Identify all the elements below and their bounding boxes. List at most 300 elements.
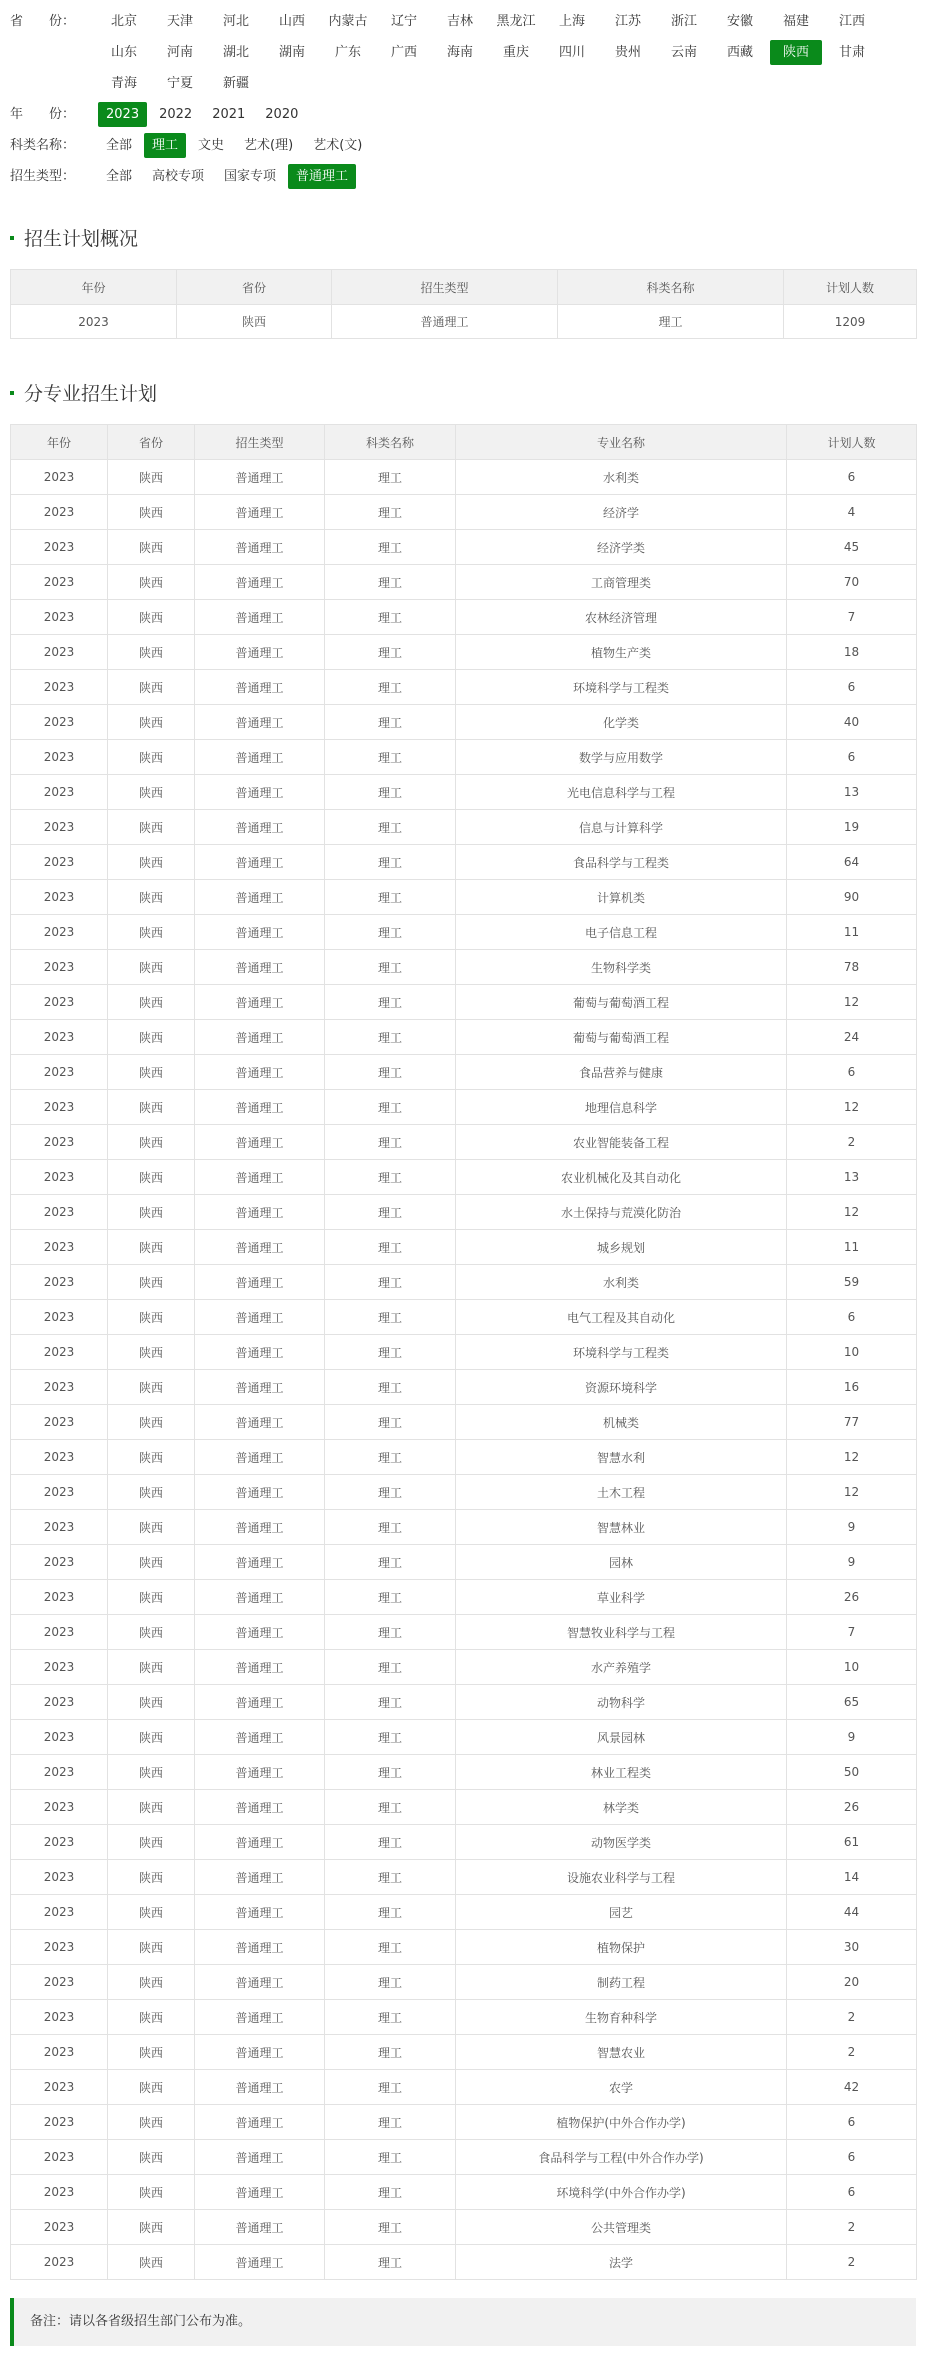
table-cell: 经济学类 (456, 530, 787, 565)
table-cell: 电气工程及其自动化 (456, 1300, 787, 1335)
table-cell: 理工 (325, 1160, 456, 1195)
table-cell: 陕西 (108, 1475, 195, 1510)
table-cell: 2023 (11, 495, 108, 530)
table-header-row (11, 425, 917, 460)
table-cell: 食品科学与工程(中外合作办学) (456, 2140, 787, 2175)
table-row (11, 530, 917, 565)
table-cell: 11 (787, 915, 917, 950)
overview-table (10, 269, 917, 339)
type-filter-row (10, 161, 923, 192)
table-cell: 2023 (11, 1020, 108, 1055)
table-cell: 普通理工 (195, 2175, 325, 2210)
subject-option[interactable]: 全部 (106, 138, 133, 153)
table-row (11, 1615, 917, 1650)
table-cell: 普通理工 (195, 950, 325, 985)
table-cell: 普通理工 (195, 1230, 325, 1265)
province-option[interactable]: 北京 (110, 14, 137, 29)
table-cell: 6 (787, 670, 917, 705)
table-cell: 2023 (11, 1335, 108, 1370)
year-option[interactable]: 2020 (265, 107, 299, 122)
province-option[interactable]: 宁夏 (166, 76, 193, 91)
table-cell: 理工 (325, 1195, 456, 1230)
table-cell: 理工 (325, 1055, 456, 1090)
table-cell: 2023 (11, 2070, 108, 2105)
table-cell: 2023 (11, 600, 108, 635)
table-cell: 葡萄与葡萄酒工程 (456, 985, 787, 1020)
table-cell: 陕西 (108, 1160, 195, 1195)
province-option[interactable]: 云南 (670, 45, 697, 60)
table-cell: 水利类 (456, 460, 787, 495)
table-cell: 2023 (11, 950, 108, 985)
column-header: 科类名称 (558, 270, 784, 305)
province-option[interactable]: 福建 (782, 14, 809, 29)
table-cell: 理工 (325, 530, 456, 565)
table-cell: 植物保护 (456, 1930, 787, 1965)
table-cell: 2 (787, 2000, 917, 2035)
table-cell: 陕西 (108, 1720, 195, 1755)
province-option[interactable]: 内蒙古 (328, 14, 368, 29)
table-cell: 普通理工 (195, 985, 325, 1020)
table-cell: 普通理工 (195, 1090, 325, 1125)
subject-option[interactable]: 艺术(文) (313, 138, 363, 153)
table-cell: 64 (787, 845, 917, 880)
table-cell: 7 (787, 600, 917, 635)
table-cell: 陕西 (108, 775, 195, 810)
table-cell: 普通理工 (195, 1055, 325, 1090)
column-header: 年份 (11, 270, 177, 305)
table-cell: 经济学 (456, 495, 787, 530)
table-row (11, 1930, 917, 1965)
year-option[interactable]: 2023 (98, 102, 147, 127)
table-row (11, 810, 917, 845)
table-cell: 陕西 (108, 1860, 195, 1895)
table-cell: 陕西 (108, 1685, 195, 1720)
table-cell: 陕西 (108, 2070, 195, 2105)
province-option[interactable]: 湖南 (278, 45, 305, 60)
table-cell: 陕西 (108, 1755, 195, 1790)
table-cell: 普通理工 (195, 1475, 325, 1510)
table-cell: 12 (787, 1475, 917, 1510)
table-cell: 普通理工 (195, 460, 325, 495)
table-cell: 2023 (11, 1720, 108, 1755)
province-option[interactable]: 西藏 (726, 45, 753, 60)
overview-title-text: 招生计划概况 (24, 228, 139, 250)
table-cell: 2023 (11, 1195, 108, 1230)
table-cell: 普通理工 (195, 1755, 325, 1790)
table-cell: 陕西 (108, 670, 195, 705)
column-header: 省份 (108, 425, 195, 460)
table-cell: 陕西 (108, 600, 195, 635)
table-cell: 普通理工 (195, 1895, 325, 1930)
table-cell: 工商管理类 (456, 565, 787, 600)
table-cell: 化学类 (456, 705, 787, 740)
table-row (11, 1160, 917, 1195)
table-cell: 普通理工 (195, 670, 325, 705)
table-cell: 普通理工 (195, 1580, 325, 1615)
table-cell: 普通理工 (195, 845, 325, 880)
table-cell: 18 (787, 635, 917, 670)
table-cell: 陕西 (108, 2140, 195, 2175)
table-row (11, 600, 917, 635)
table-cell: 普通理工 (195, 1300, 325, 1335)
province-option[interactable]: 江苏 (614, 14, 641, 29)
table-cell: 普通理工 (195, 1860, 325, 1895)
table-row (11, 915, 917, 950)
province-option[interactable]: 上海 (558, 14, 585, 29)
table-cell: 2023 (11, 1440, 108, 1475)
overview-section-title (10, 224, 933, 251)
province-option[interactable]: 广东 (334, 45, 361, 60)
table-row (11, 565, 917, 600)
province-option[interactable]: 辽宁 (390, 14, 417, 29)
province-option[interactable]: 黑龙江 (496, 14, 536, 29)
table-row (11, 1825, 917, 1860)
table-cell: 2023 (11, 845, 108, 880)
province-option[interactable]: 湖北 (222, 45, 249, 60)
table-cell: 理工 (325, 1895, 456, 1930)
table-cell: 普通理工 (195, 2105, 325, 2140)
table-cell: 77 (787, 1405, 917, 1440)
table-cell: 理工 (325, 1510, 456, 1545)
table-cell: 11 (787, 1230, 917, 1265)
table-cell: 2023 (11, 1230, 108, 1265)
table-cell: 理工 (325, 2035, 456, 2070)
table-cell: 陕西 (108, 2210, 195, 2245)
table-row (11, 2140, 917, 2175)
table-cell: 陕西 (108, 1090, 195, 1125)
column-header: 年份 (11, 425, 108, 460)
table-cell: 理工 (325, 2105, 456, 2140)
column-header: 招生类型 (195, 425, 325, 460)
table-cell: 78 (787, 950, 917, 985)
table-cell: 林学类 (456, 1790, 787, 1825)
table-cell: 普通理工 (195, 1825, 325, 1860)
table-row (11, 1510, 917, 1545)
table-row (11, 670, 917, 705)
table-cell: 2023 (11, 1685, 108, 1720)
table-cell: 理工 (325, 1335, 456, 1370)
table-cell: 普通理工 (195, 530, 325, 565)
table-cell: 理工 (325, 635, 456, 670)
column-header: 招生类型 (332, 270, 558, 305)
table-cell: 6 (787, 1300, 917, 1335)
table-row (11, 2210, 917, 2245)
table-cell: 普通理工 (195, 1335, 325, 1370)
table-cell: 风景园林 (456, 1720, 787, 1755)
column-header: 计划人数 (787, 425, 917, 460)
table-cell: 普通理工 (195, 2210, 325, 2245)
table-cell: 资源环境科学 (456, 1370, 787, 1405)
table-cell: 2023 (11, 880, 108, 915)
bullet-icon (10, 391, 14, 395)
table-cell: 2023 (11, 1265, 108, 1300)
table-cell: 计算机类 (456, 880, 787, 915)
subject-option[interactable]: 理工 (144, 133, 186, 158)
table-cell: 理工 (325, 1615, 456, 1650)
table-cell: 水土保持与荒漠化防治 (456, 1195, 787, 1230)
province-option[interactable]: 河南 (166, 45, 193, 60)
table-row (11, 705, 917, 740)
table-cell: 理工 (325, 2210, 456, 2245)
table-cell: 7 (787, 1615, 917, 1650)
table-cell: 4 (787, 495, 917, 530)
table-cell: 理工 (325, 1475, 456, 1510)
table-row (11, 1755, 917, 1790)
table-row (11, 2000, 917, 2035)
province-option[interactable]: 陕西 (770, 40, 822, 65)
table-cell: 电子信息工程 (456, 915, 787, 950)
type-options (96, 161, 918, 192)
table-cell: 26 (787, 1790, 917, 1825)
table-cell: 2023 (11, 305, 177, 339)
province-option[interactable]: 浙江 (670, 14, 697, 29)
year-option[interactable]: 2021 (212, 107, 246, 122)
table-cell: 2023 (11, 1790, 108, 1825)
table-cell: 70 (787, 565, 917, 600)
table-cell: 智慧林业 (456, 1510, 787, 1545)
table-cell: 理工 (325, 1370, 456, 1405)
table-cell: 陕西 (108, 1020, 195, 1055)
table-row (11, 2035, 917, 2070)
table-cell: 理工 (325, 495, 456, 530)
table-cell: 环境科学(中外合作办学) (456, 2175, 787, 2210)
table-cell: 陕西 (108, 1790, 195, 1825)
table-cell: 陕西 (108, 845, 195, 880)
table-row (11, 1545, 917, 1580)
table-row (11, 1580, 917, 1615)
province-filter-label: 省 份： (10, 14, 76, 29)
table-cell: 6 (787, 2105, 917, 2140)
majors-table (10, 424, 917, 2280)
table-cell: 2 (787, 2210, 917, 2245)
table-row (11, 950, 917, 985)
table-cell: 理工 (325, 1125, 456, 1160)
table-cell: 理工 (325, 1965, 456, 2000)
table-cell: 设施农业科学与工程 (456, 1860, 787, 1895)
table-cell: 理工 (325, 2140, 456, 2175)
table-cell: 理工 (325, 2175, 456, 2210)
table-cell: 理工 (325, 810, 456, 845)
table-cell: 光电信息科学与工程 (456, 775, 787, 810)
table-cell: 普通理工 (195, 635, 325, 670)
column-header: 省份 (177, 270, 332, 305)
table-cell: 草业科学 (456, 1580, 787, 1615)
majors-title-text: 分专业招生计划 (24, 383, 158, 405)
table-cell: 2023 (11, 985, 108, 1020)
table-cell: 智慧农业 (456, 2035, 787, 2070)
table-cell: 制药工程 (456, 1965, 787, 2000)
province-option[interactable]: 天津 (166, 14, 193, 29)
table-cell: 普通理工 (195, 1650, 325, 1685)
table-cell: 2023 (11, 1930, 108, 1965)
table-cell: 2023 (11, 2000, 108, 2035)
table-cell: 13 (787, 775, 917, 810)
table-cell: 理工 (325, 565, 456, 600)
table-cell: 12 (787, 1195, 917, 1230)
province-option[interactable]: 安徽 (726, 14, 753, 29)
table-cell: 2023 (11, 705, 108, 740)
table-cell: 2023 (11, 1160, 108, 1195)
table-cell: 44 (787, 1895, 917, 1930)
table-row (11, 1685, 917, 1720)
province-option[interactable]: 山西 (278, 14, 305, 29)
province-option[interactable]: 新疆 (222, 76, 249, 91)
table-row (11, 1195, 917, 1230)
table-cell: 陕西 (108, 1335, 195, 1370)
table-cell: 植物生产类 (456, 635, 787, 670)
table-cell: 2023 (11, 1475, 108, 1510)
table-cell: 普通理工 (195, 1790, 325, 1825)
table-cell: 理工 (325, 1090, 456, 1125)
subject-options (96, 130, 918, 161)
type-option[interactable]: 普通理工 (288, 164, 356, 189)
filter-panel (0, 0, 933, 192)
table-cell: 理工 (325, 1580, 456, 1615)
table-cell: 陕西 (108, 1265, 195, 1300)
table-cell: 普通理工 (332, 305, 558, 339)
table-cell: 理工 (325, 670, 456, 705)
table-cell: 理工 (325, 2070, 456, 2105)
table-cell: 2023 (11, 565, 108, 600)
table-cell: 12 (787, 1440, 917, 1475)
table-cell: 理工 (325, 1265, 456, 1300)
table-cell: 陕西 (108, 1510, 195, 1545)
table-cell: 普通理工 (195, 1720, 325, 1755)
table-cell: 普通理工 (195, 2000, 325, 2035)
table-cell: 9 (787, 1545, 917, 1580)
table-row (11, 1965, 917, 2000)
table-row (11, 1020, 917, 1055)
table-cell: 陕西 (108, 1300, 195, 1335)
table-cell: 理工 (325, 1440, 456, 1475)
table-row (11, 1055, 917, 1090)
type-option[interactable]: 全部 (106, 169, 133, 184)
table-cell: 理工 (325, 950, 456, 985)
table-cell: 地理信息科学 (456, 1090, 787, 1125)
table-cell: 陕西 (108, 1650, 195, 1685)
table-cell: 陕西 (108, 530, 195, 565)
column-header: 科类名称 (325, 425, 456, 460)
table-cell: 土木工程 (456, 1475, 787, 1510)
table-cell: 普通理工 (195, 1370, 325, 1405)
table-cell: 13 (787, 1160, 917, 1195)
table-cell: 20 (787, 1965, 917, 2000)
table-cell: 法学 (456, 2245, 787, 2280)
subject-option[interactable]: 艺术(理) (244, 138, 294, 153)
province-option[interactable]: 贵州 (614, 45, 641, 60)
table-cell: 2023 (11, 530, 108, 565)
table-cell: 2023 (11, 670, 108, 705)
type-option[interactable]: 高校专项 (152, 169, 205, 184)
table-cell: 理工 (325, 1230, 456, 1265)
table-cell: 陕西 (108, 2245, 195, 2280)
province-option[interactable]: 青海 (110, 76, 137, 91)
table-cell: 2023 (11, 2035, 108, 2070)
province-option[interactable]: 甘肃 (838, 45, 865, 60)
table-row (11, 1370, 917, 1405)
table-row (11, 1860, 917, 1895)
year-filter-row (10, 99, 923, 130)
table-cell: 2023 (11, 1055, 108, 1090)
table-cell: 陕西 (108, 1440, 195, 1475)
table-row (11, 1335, 917, 1370)
table-cell: 陕西 (108, 495, 195, 530)
table-cell: 10 (787, 1650, 917, 1685)
subject-filter-label: 科类名称： (10, 138, 76, 153)
province-option[interactable]: 广西 (390, 45, 417, 60)
year-option[interactable]: 2022 (159, 107, 193, 122)
table-cell: 普通理工 (195, 1615, 325, 1650)
table-row (11, 880, 917, 915)
table-cell: 19 (787, 810, 917, 845)
table-cell: 40 (787, 705, 917, 740)
table-cell: 普通理工 (195, 2245, 325, 2280)
table-cell: 理工 (325, 740, 456, 775)
province-option[interactable]: 河北 (222, 14, 249, 29)
table-cell: 普通理工 (195, 915, 325, 950)
subject-option[interactable]: 文史 (198, 138, 225, 153)
table-cell: 食品营养与健康 (456, 1055, 787, 1090)
table-cell: 2023 (11, 1580, 108, 1615)
type-option[interactable]: 国家专项 (224, 169, 277, 184)
table-cell: 普通理工 (195, 600, 325, 635)
province-option[interactable]: 重庆 (502, 45, 529, 60)
table-cell: 农业智能装备工程 (456, 1125, 787, 1160)
subject-filter-row (10, 130, 923, 161)
table-header-row (11, 270, 917, 305)
table-cell: 普通理工 (195, 880, 325, 915)
table-cell: 普通理工 (195, 1685, 325, 1720)
table-cell: 理工 (325, 845, 456, 880)
table-cell: 2023 (11, 1090, 108, 1125)
table-cell: 12 (787, 1090, 917, 1125)
table-cell: 理工 (325, 1650, 456, 1685)
table-cell: 食品科学与工程类 (456, 845, 787, 880)
table-cell: 2023 (11, 1825, 108, 1860)
table-cell: 普通理工 (195, 1510, 325, 1545)
province-option[interactable]: 吉林 (446, 14, 473, 29)
table-cell: 2023 (11, 1545, 108, 1580)
table-cell: 2023 (11, 810, 108, 845)
table-cell: 农林经济管理 (456, 600, 787, 635)
year-filter-label: 年 份： (10, 107, 76, 122)
bullet-icon (10, 236, 14, 240)
table-cell: 陕西 (108, 2035, 195, 2070)
table-cell: 陕西 (108, 460, 195, 495)
table-cell: 理工 (325, 1825, 456, 1860)
table-cell: 生物科学类 (456, 950, 787, 985)
table-cell: 2 (787, 2035, 917, 2070)
table-row (11, 845, 917, 880)
table-cell: 16 (787, 1370, 917, 1405)
table-row (11, 460, 917, 495)
province-option[interactable]: 山东 (110, 45, 137, 60)
province-option[interactable]: 海南 (446, 45, 473, 60)
table-cell: 2023 (11, 740, 108, 775)
province-option[interactable]: 江西 (838, 14, 865, 29)
table-cell: 2023 (11, 1965, 108, 2000)
table-cell: 59 (787, 1265, 917, 1300)
table-cell: 陕西 (108, 1125, 195, 1160)
table-row (11, 1475, 917, 1510)
table-row (11, 740, 917, 775)
table-cell: 普通理工 (195, 1965, 325, 2000)
table-cell: 理工 (325, 1720, 456, 1755)
table-cell: 陕西 (108, 1405, 195, 1440)
table-cell: 陕西 (108, 1930, 195, 1965)
province-option[interactable]: 四川 (558, 45, 585, 60)
table-cell: 2023 (11, 1300, 108, 1335)
